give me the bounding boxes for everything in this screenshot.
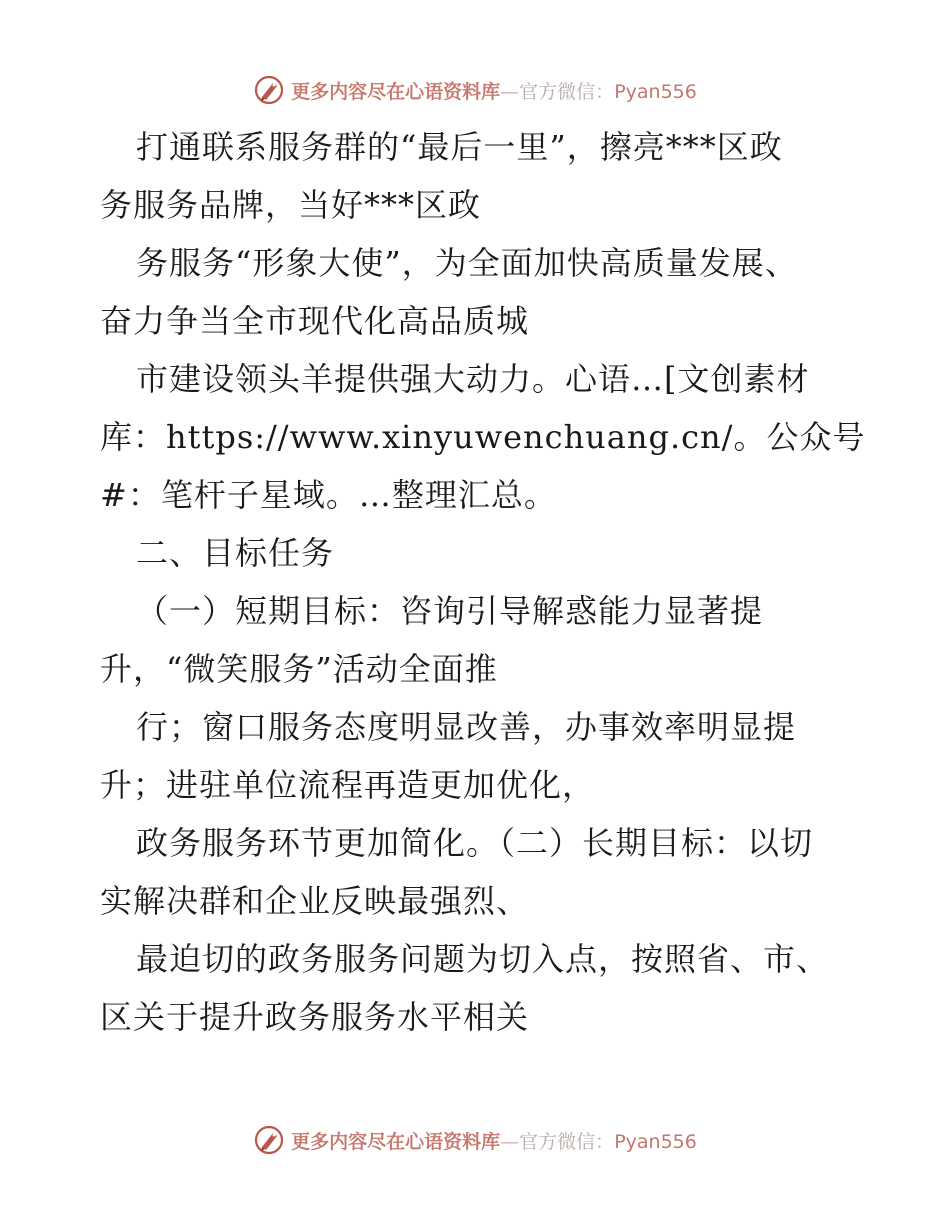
body-line: #：笔杆子星域。…整理汇总。 — [100, 476, 557, 514]
pen-logo-icon — [253, 1124, 285, 1156]
watermark-text — [291, 77, 697, 104]
watermark-main: 更多内容尽在心语资料库 — [291, 80, 501, 103]
body-line: 行；窗口服务态度明显改善，办事效率明显提 — [136, 708, 797, 746]
watermark-id: Pyan556 — [614, 80, 697, 103]
body-line: 升；进驻单位流程再造更加优化， — [100, 766, 596, 804]
body-line: 务服务“形象大使”，为全面加快高质量发展、 — [136, 244, 798, 282]
watermark-id: Pyan556 — [614, 1130, 697, 1153]
watermark-text — [291, 1127, 697, 1154]
document-body — [100, 118, 866, 1046]
body-line: 区关于提升政务服务水平相关 — [100, 998, 530, 1036]
body-line: （一）短期目标：咨询引导解惑能力显著提 — [136, 592, 764, 630]
footer-watermark — [0, 1120, 950, 1160]
body-line: 升，“微笑服务”活动全面推 — [100, 650, 498, 688]
body-line: 最迫切的政务服务问题为切入点，按照省、市、 — [136, 940, 830, 978]
watermark-sub: 官方微信： — [519, 1130, 615, 1153]
header-watermark — [0, 70, 950, 110]
pen-logo-icon — [253, 74, 285, 106]
body-line: 奋力争当全市现代化高品质城 — [100, 302, 530, 340]
section-heading: 二、目标任务 — [136, 534, 335, 572]
body-line: 务服务品牌，当好***区政 — [100, 186, 482, 224]
body-line: 打通联系服务群的“最后一里”，擦亮***区政 — [136, 128, 783, 166]
watermark-sub: 官方微信： — [519, 80, 615, 103]
watermark-dash: — — [500, 1130, 520, 1153]
watermark-dash: — — [500, 80, 520, 103]
body-line: 实解决群和企业反映最强烈、 — [100, 882, 530, 920]
body-line: 政务服务环节更加简化。（二）长期目标：以切 — [136, 824, 814, 862]
body-line: 库：https://www.xinyuwenchuang.cn/。公众号 — [100, 418, 866, 456]
watermark-main: 更多内容尽在心语资料库 — [291, 1130, 501, 1153]
body-line: 市建设领头羊提供强大动力。心语…[文创素材 — [136, 360, 810, 398]
